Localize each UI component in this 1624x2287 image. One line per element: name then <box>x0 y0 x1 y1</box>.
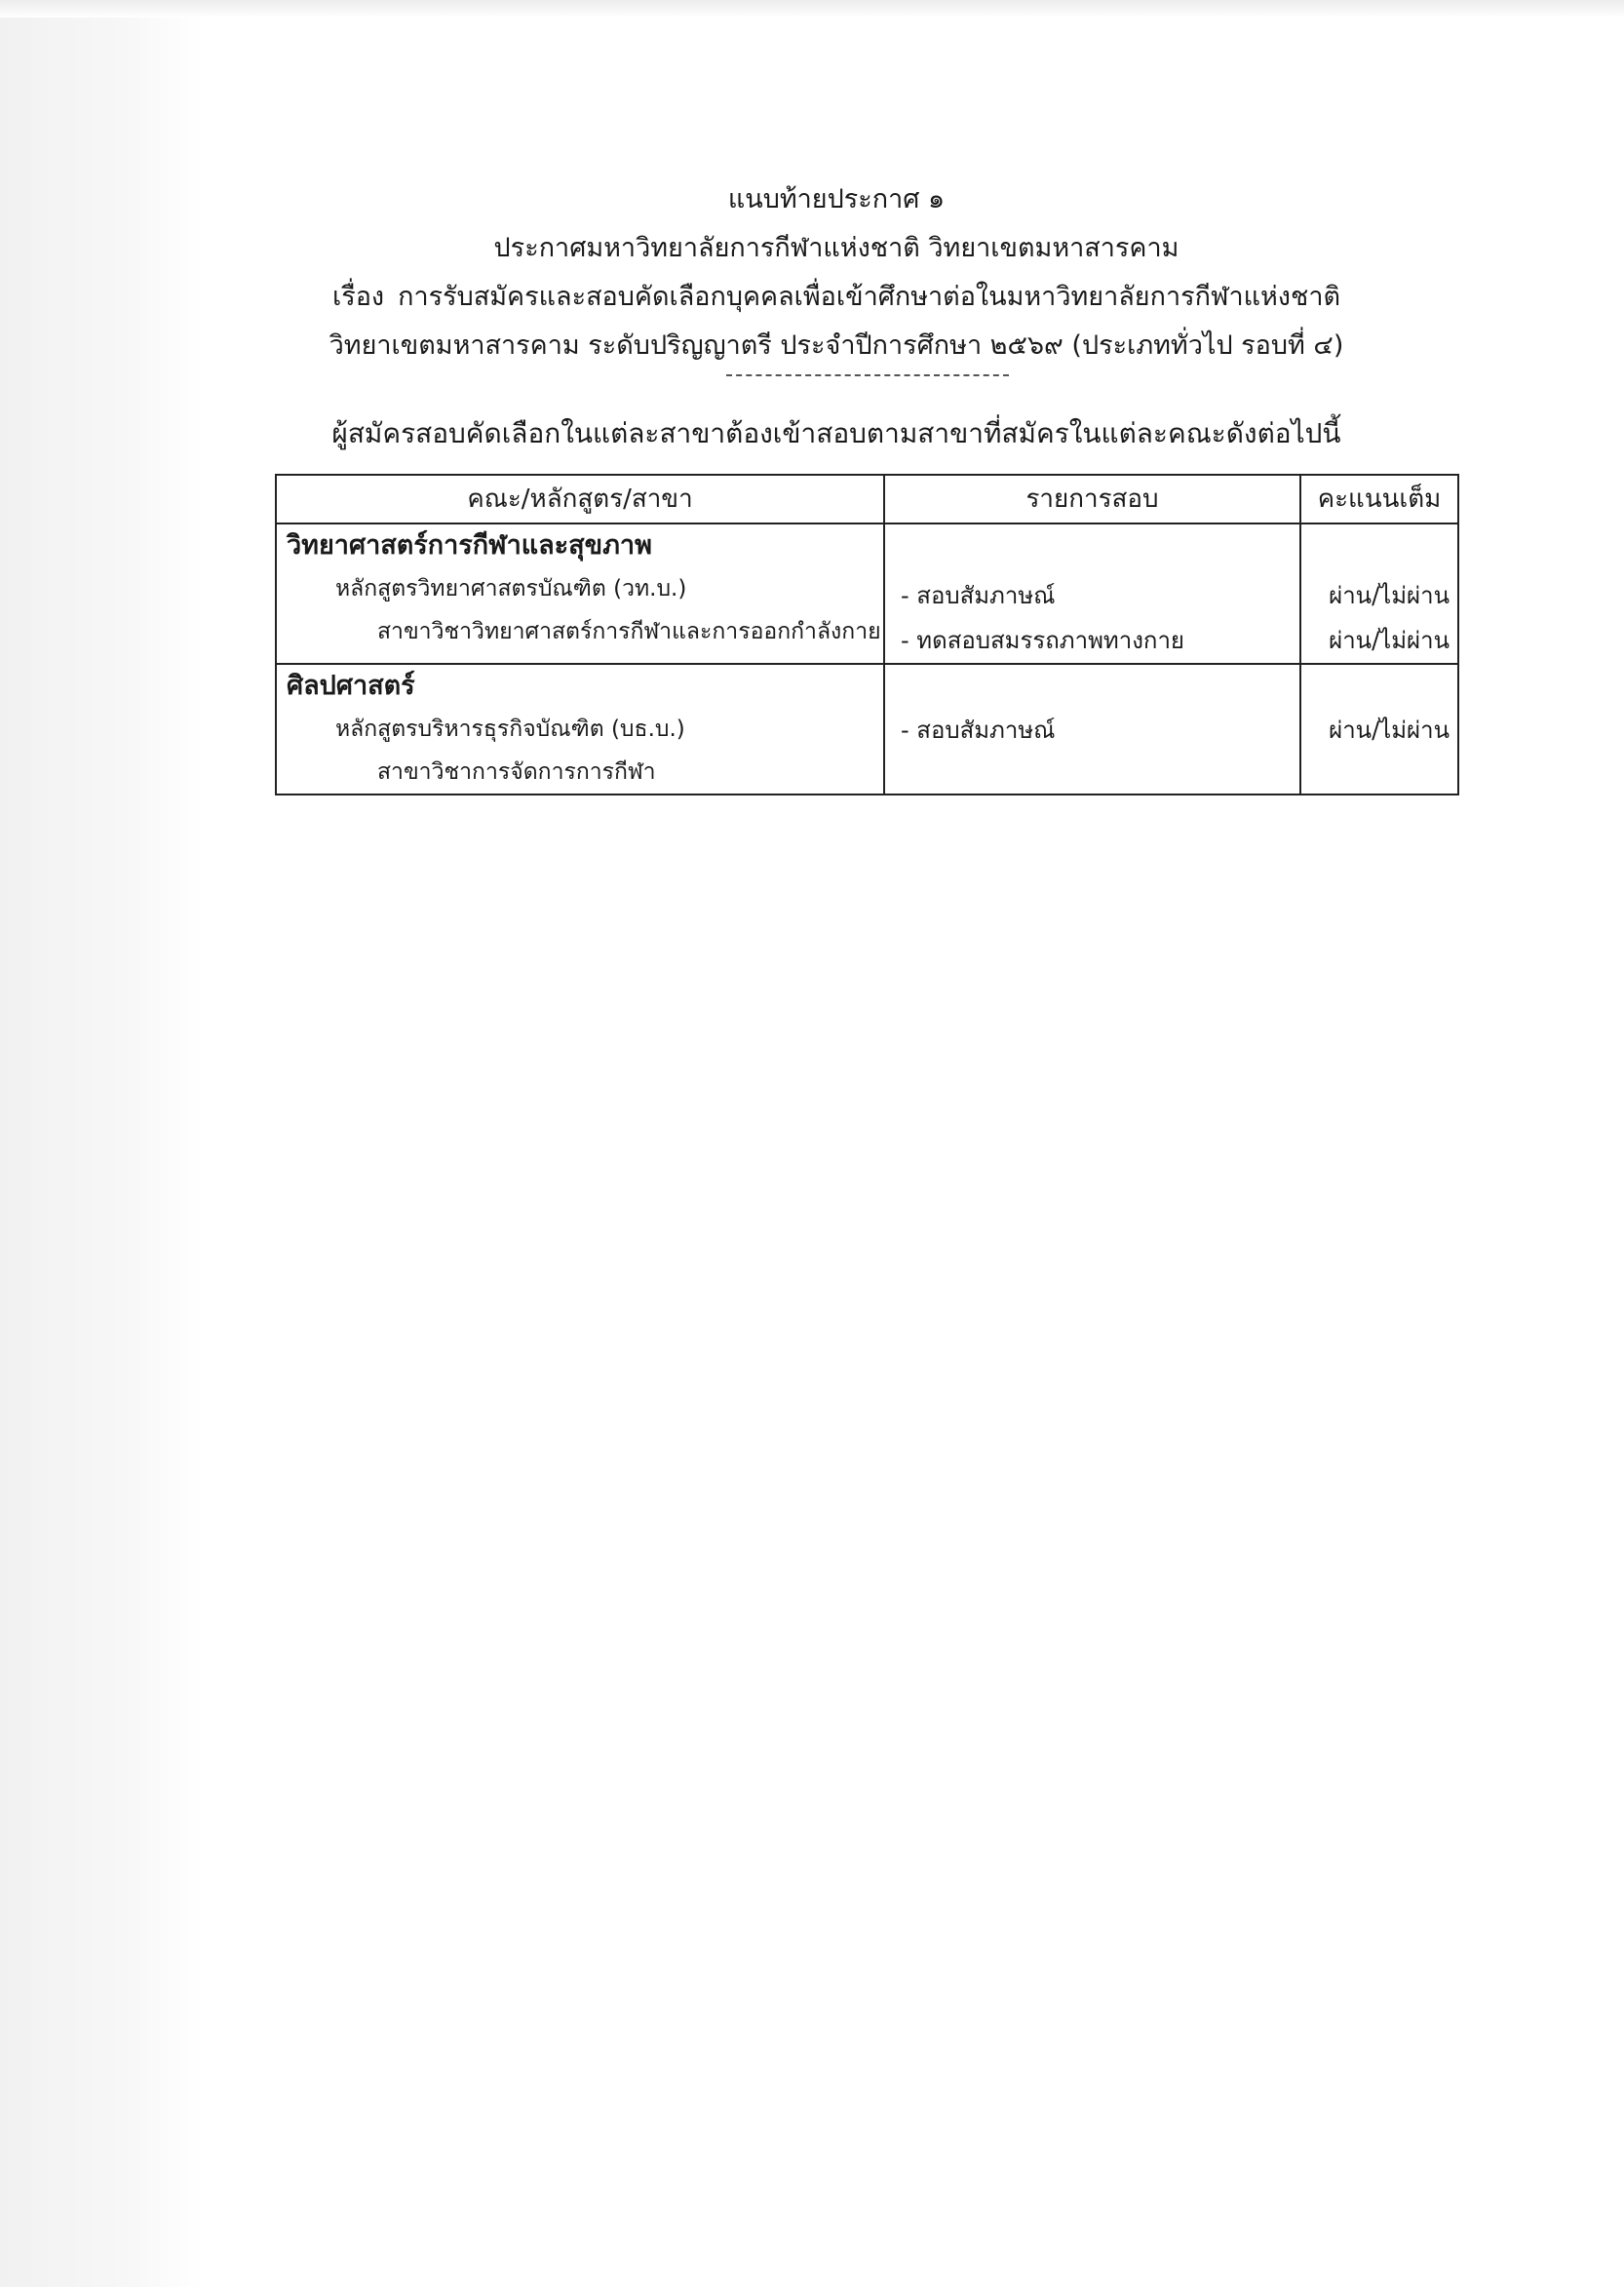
exam-cell <box>884 664 1300 795</box>
table-row <box>276 523 1458 664</box>
subject-continuation: วิทยาเขตมหาสารคาม ระดับปริญญาตรี ประจำปีการศึกษา ๒๕๖๙ (ประเภททั่วไป รอบที่ ๔) <box>329 330 1344 361</box>
attachment-title: แนบท้ายประกาศ ๑ <box>727 184 946 214</box>
exam-item: - สอบสัมภาษณ์ <box>901 582 1056 609</box>
score-list <box>1301 524 1457 663</box>
program-name: หลักสูตรบริหารธุรกิจบัณฑิต (บธ.บ.) <box>335 717 685 742</box>
score-list <box>1301 665 1457 753</box>
table-header-row <box>276 475 1458 523</box>
document-header <box>276 175 1397 370</box>
announcement-line: ประกาศมหาวิทยาลัยการกีฬาแห่งชาติ วิทยาเขตมหาสารคาม <box>493 233 1179 263</box>
program-name: หลักสูตรวิทยาศาสตรบัณฑิต (วท.บ.) <box>335 576 687 601</box>
column-header-exam: รายการสอบ <box>884 475 1300 523</box>
faculty-cell <box>276 523 884 664</box>
faculty-name: ศิลปศาสตร์ <box>287 671 415 701</box>
major-name: สาขาวิชาวิทยาศาสตร์การกีฬาและการออกกำลังกาย <box>377 619 881 644</box>
exam-table <box>275 474 1459 795</box>
exam-item: - สอบสัมภาษณ์ <box>901 717 1056 744</box>
subject-line <box>276 273 1397 322</box>
table-row <box>276 664 1458 795</box>
column-header-faculty: คณะ/หลักสูตร/สาขา <box>276 475 884 523</box>
exam-list <box>885 665 1299 753</box>
faculty-name: วิทยาศาสตร์การกีฬาและสุขภาพ <box>287 530 652 561</box>
faculty-cell <box>276 664 884 795</box>
score-item: ผ่าน/ไม่ผ่าน <box>1329 582 1450 609</box>
column-header-score: คะแนนเต็ม <box>1300 475 1458 523</box>
major-name: สาขาวิชาการจัดการการกีฬา <box>377 759 656 785</box>
exam-item: - ทดสอบสมรรถภาพทางกาย <box>901 627 1184 654</box>
score-item: ผ่าน/ไม่ผ่าน <box>1329 627 1450 654</box>
scan-edge-shadow <box>0 0 205 2287</box>
score-item: ผ่าน/ไม่ผ่าน <box>1329 717 1450 744</box>
exam-list <box>885 524 1299 663</box>
score-cell <box>1300 664 1458 795</box>
scan-top-shadow <box>0 0 1624 18</box>
exam-cell <box>884 523 1300 664</box>
subject-text: การรับสมัครและสอบคัดเลือกบุคคลเพื่อเข้าศึกษาต่อในมหาวิทยาลัยการกีฬาแห่งชาติ <box>398 282 1341 312</box>
intro-text: ผู้สมัครสอบคัดเลือกในแต่ละสาขาต้องเข้าสอบตามสาขาที่สมัครในแต่ละคณะดังต่อไปนี้ <box>331 417 1341 449</box>
separator-dashes <box>726 374 1009 376</box>
score-cell <box>1300 523 1458 664</box>
subject-label: เรื่อง <box>331 282 385 312</box>
